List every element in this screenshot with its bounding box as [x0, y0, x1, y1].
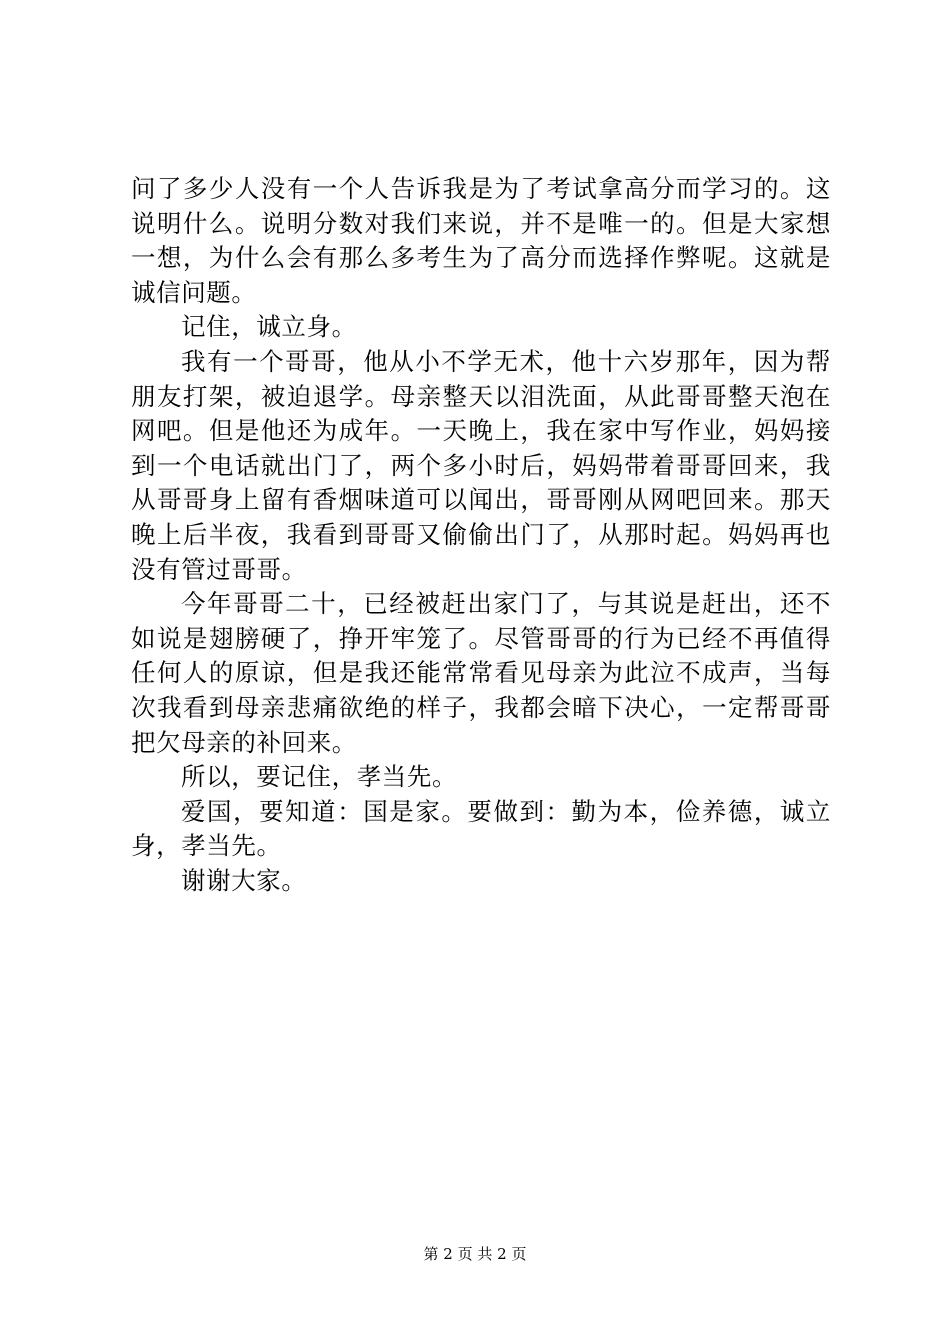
page-footer: [0, 1244, 950, 1264]
paragraph-2: 记住，诚立身。: [181, 312, 357, 342]
document-body: [131, 172, 831, 898]
paragraph-7: 谢谢大家。: [181, 865, 307, 895]
paragraph-1: 问了多少人没有一个人告诉我是为了考试拿高分而学习的。这说明什么。说明分数对我们来说，并不是唯一的。但是大家想一想，为什么会有那么多考生为了高分而选择作弊呢。这就是诚信问题。: [131, 174, 831, 307]
paragraph-4: 今年哥哥二十，已经被赶出家门了，与其说是赶出，还不如说是翅膀硬了，挣开牢笼了。尽管哥哥的行为已经不再值得任何人的原谅，但是我还能常常看见母亲为此泣不成声，当每次我看到母亲悲痛欲绝的样子，我都会暗下决心，一定帮哥哥把欠母亲的补回来。: [131, 589, 831, 757]
paragraph-5: 所以，要记住，孝当先。: [181, 762, 458, 792]
paragraph-6: 爱国，要知道：国是家。要做到：勤为本，俭养德，诚立身，孝当先。: [131, 796, 831, 861]
page-number-label: 第 2 页 共 2 页: [423, 1245, 527, 1263]
paragraph-3: 我有一个哥哥，他从小不学无术，他十六岁那年，因为帮朋友打架，被迫退学。母亲整天以泪洗面，从此哥哥整天泡在网吧。但是他还为成年。一天晚上，我在家中写作业，妈妈接到一个电话就出门了，两个多小时后，妈妈带着哥哥回来，我从哥哥身上留有香烟味道可以闻出，哥哥刚从网吧回来。那天晚上后半夜，我看到哥哥又偷偷出门了，从那时起。妈妈再也没有管过哥哥。: [131, 346, 831, 584]
